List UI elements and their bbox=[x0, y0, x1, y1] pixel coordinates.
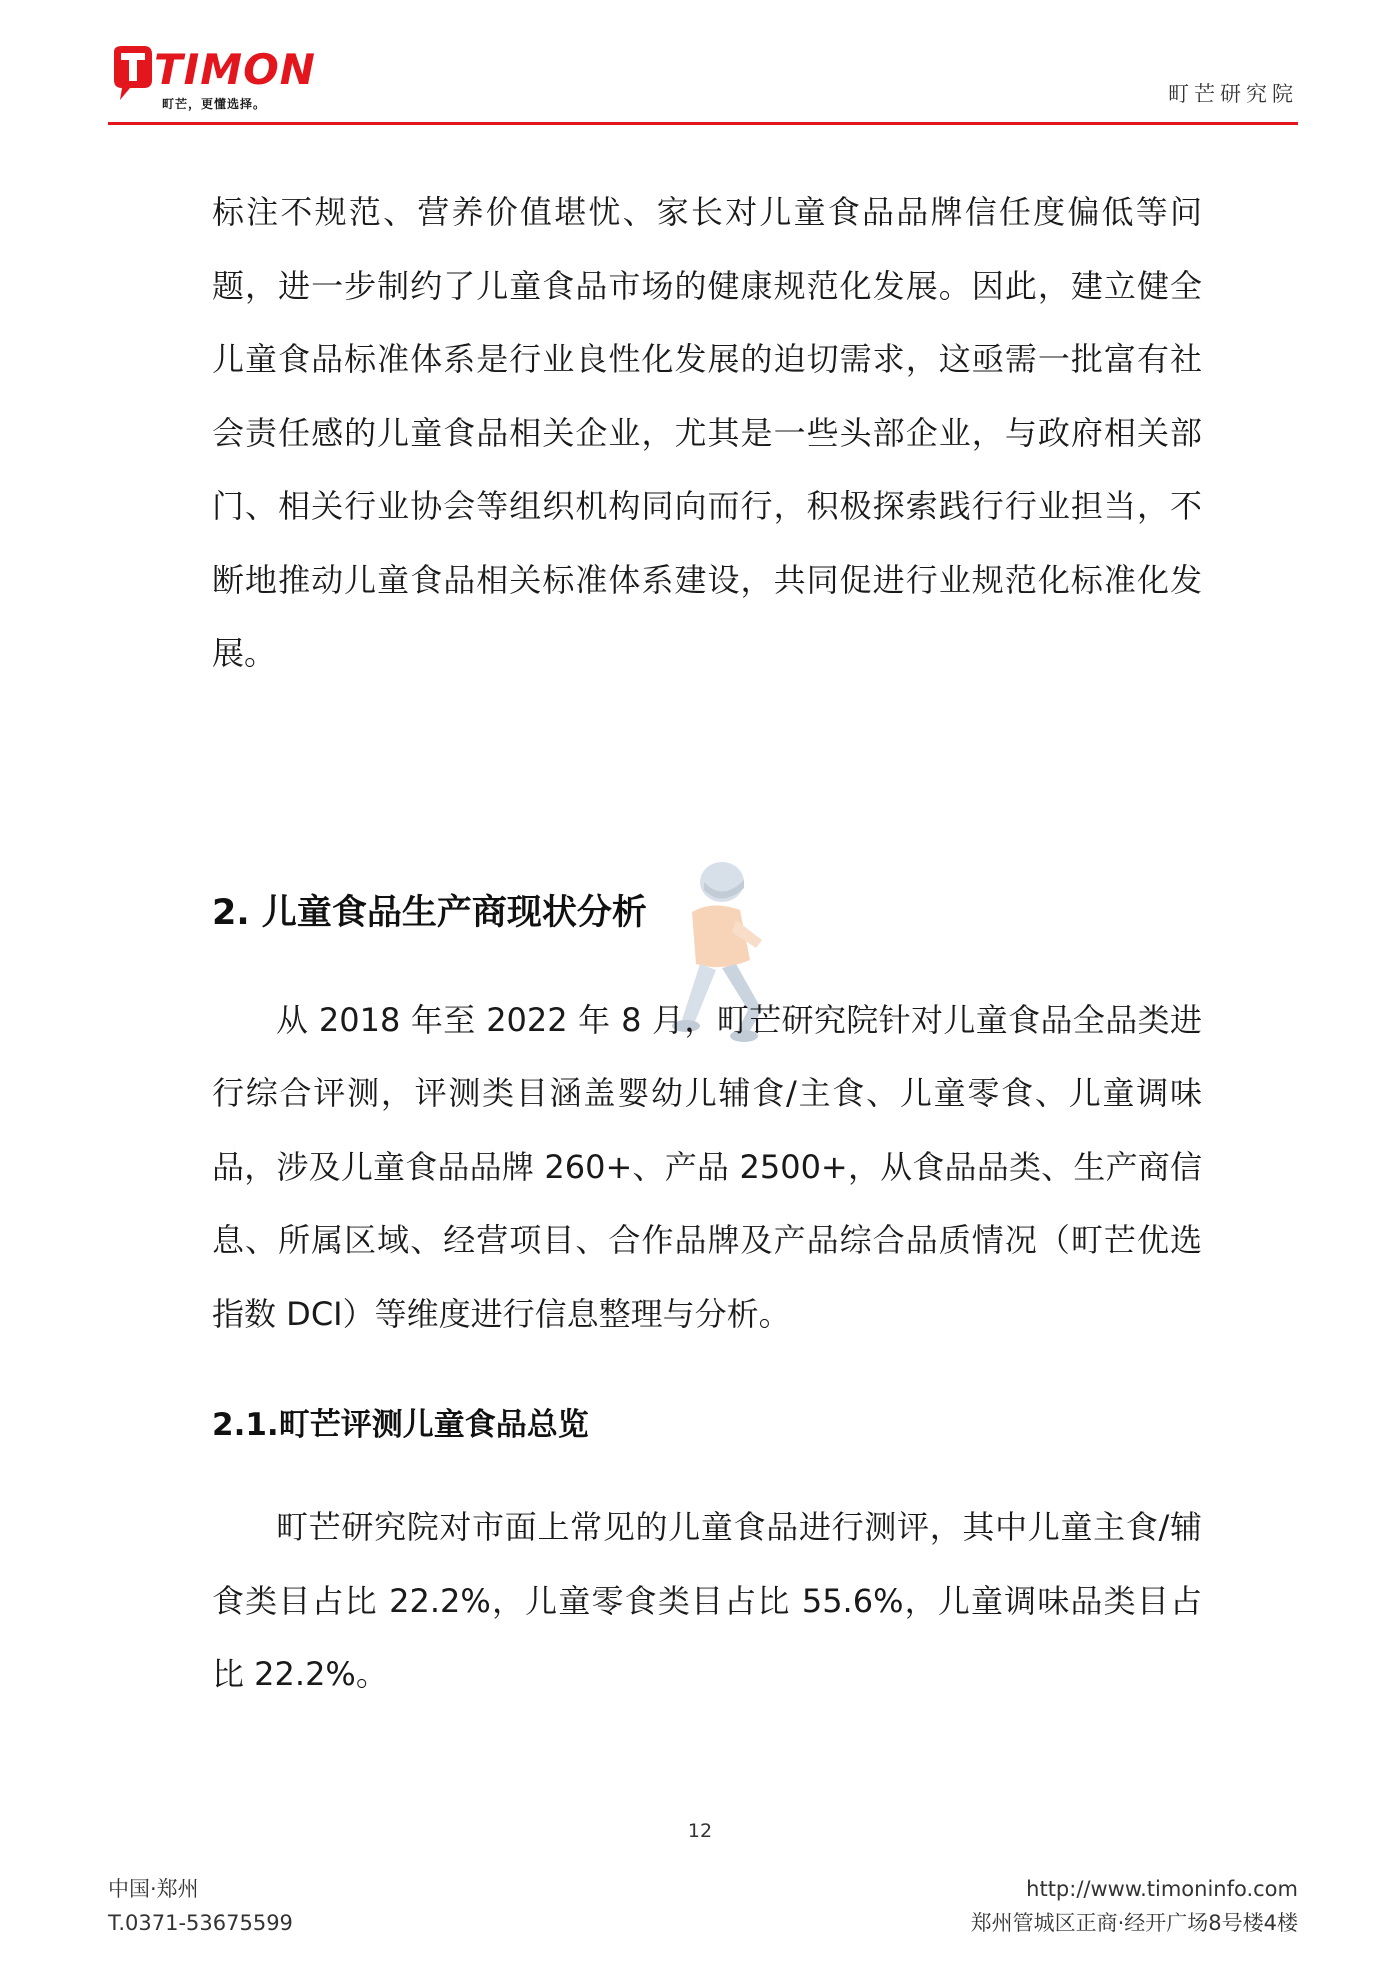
logo-wordmark: TIMON bbox=[154, 45, 316, 94]
footer-address-block bbox=[971, 1872, 1298, 1940]
page-header bbox=[0, 0, 1400, 130]
footer-address: 郑州管城区正商·经开广场8号楼4楼 bbox=[970, 1911, 1298, 1935]
logo-tagline: 町芒，更懂选择。 bbox=[162, 97, 267, 111]
page-number: 12 bbox=[687, 1820, 713, 1842]
footer-contact bbox=[108, 1872, 293, 1940]
footer-website-link[interactable]: http://www.timoninfo.com bbox=[1026, 1877, 1298, 1901]
document-body bbox=[212, 176, 1202, 1712]
section-2-heading: 2. 儿童食品生产商现状分析 bbox=[212, 892, 647, 933]
intro-paragraph: 标注不规范、营养价值堪忧、家长对儿童食品品牌信任度偏低等问题，进一步制约了儿童食品市场的健康规范化发展。因此，建立健全儿童食品标准体系是行业良性化发展的迫切需求，这亟需一批富有社会责任感的儿童食品相关企业，尤其是一些头部企业，与政府相关部门、相关行业协会等组织机构同向而行，积极探索践行行业担当，不断地推动儿童食品相关标准体系建设，共同促进行业规范化标准化发展。 bbox=[212, 193, 1202, 672]
org-name: 町芒研究院 bbox=[1168, 82, 1298, 106]
section-2-1-paragraph: 町芒研究院对市面上常见的儿童食品进行测评，其中儿童主食/辅食类目占比 22.2%，儿童零食类目占比 55.6%，儿童调味品类目占比 22.2%。 bbox=[212, 1508, 1202, 1693]
section-2-1-heading: 2.1.町芒评测儿童食品总览 bbox=[212, 1407, 589, 1443]
footer-phone: T.0371-53675599 bbox=[108, 1911, 293, 1935]
header-divider bbox=[108, 122, 1298, 125]
footer-location: 中国·郑州 bbox=[108, 1877, 199, 1901]
section-2-paragraph: 从 2018 年至 2022 年 8 月，町芒研究院针对儿童食品全品类进行综合评测，评测类目涵盖婴幼儿辅食/主食、儿童零食、儿童调味品，涉及儿童食品品牌 260+、产品 2500+，从食品品类、生产商信息、所属区域、经营项目、合作品牌及产品综合品质情况（町芒优选指数 DCI）等维度进行信息整理与分析。 bbox=[212, 1000, 1202, 1333]
